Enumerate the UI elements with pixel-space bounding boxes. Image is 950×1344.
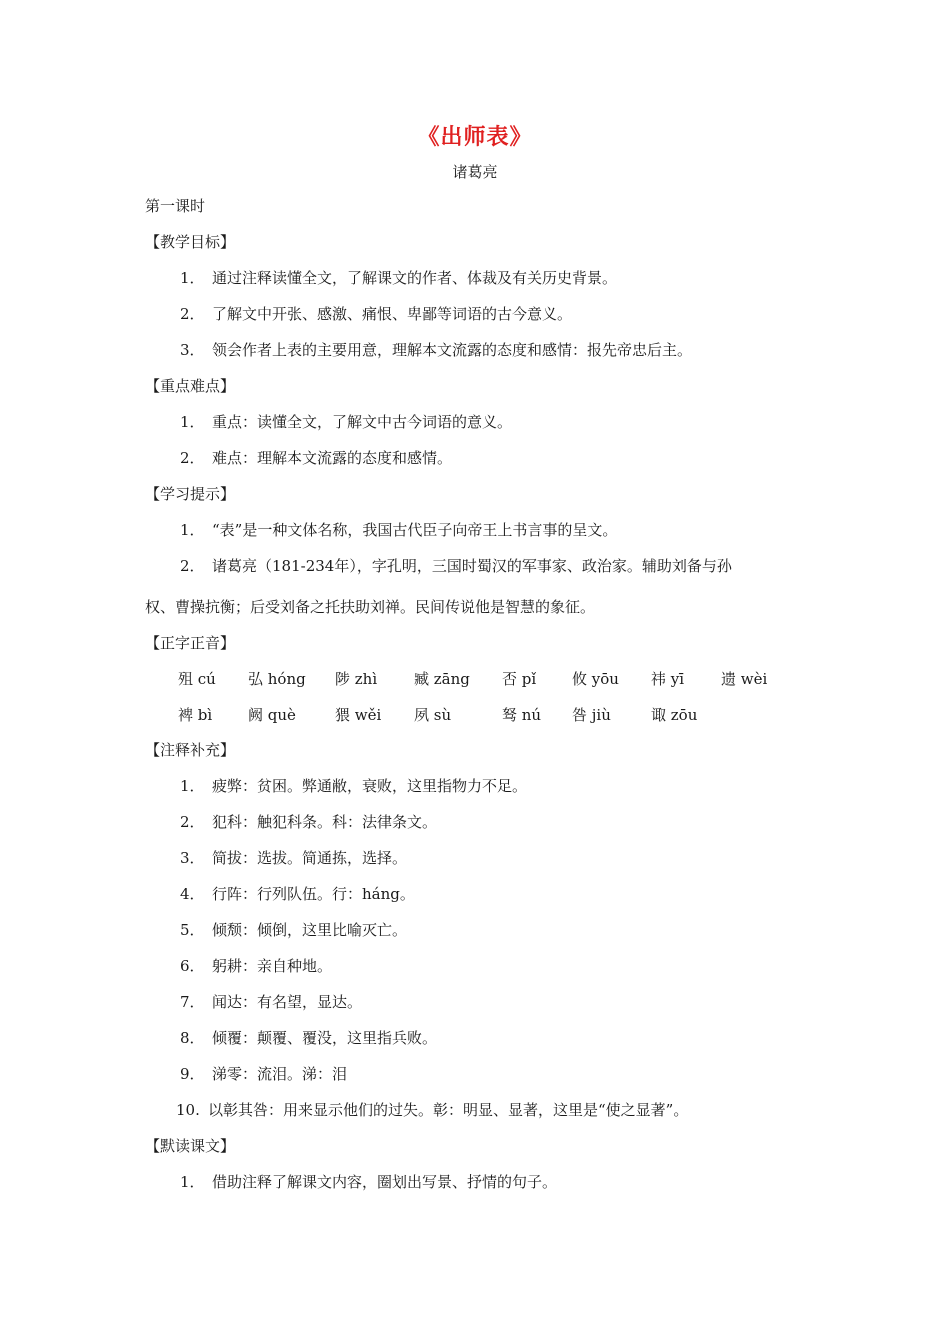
item-number: 5． bbox=[180, 921, 205, 939]
list-item bbox=[180, 556, 732, 576]
item-number: 7． bbox=[180, 993, 205, 1011]
list-item bbox=[180, 812, 437, 832]
list-item bbox=[180, 1028, 437, 1048]
item-text: 躬耕：亲自种地。 bbox=[212, 957, 333, 975]
item-text: “表”是一种文体名称，我国古代臣子向帝王上书言事的呈文。 bbox=[212, 521, 618, 539]
list-item bbox=[180, 340, 692, 360]
character-pinyin: 遗 wèi bbox=[721, 670, 768, 688]
section-heading-notes: 【注释补充】 bbox=[145, 741, 236, 759]
document-title: 《出师表》 bbox=[417, 124, 533, 150]
item-text: 了解文中开张、感激、痛恨、卑鄙等词语的古今意义。 bbox=[212, 305, 573, 323]
character-pinyin: 弘 hóng bbox=[248, 670, 306, 688]
character-pinyin: 祎 yī bbox=[651, 670, 685, 688]
list-item bbox=[180, 412, 512, 432]
item-number: 2． bbox=[180, 449, 205, 467]
item-text: 闻达：有名望，显达。 bbox=[212, 993, 363, 1011]
item-number: 2． bbox=[180, 305, 205, 323]
item-text: 涕零：流泪。涕：泪 bbox=[212, 1065, 348, 1083]
list-item bbox=[180, 1172, 557, 1192]
character-pinyin: 陟 zhì bbox=[335, 670, 378, 688]
item-text: 诸葛亮（181-234年），字孔明，三国时蜀汉的军事家、政治家。辅助刘备与孙 bbox=[212, 557, 732, 575]
item-number: 1． bbox=[180, 413, 205, 431]
list-item bbox=[180, 848, 407, 868]
item-number: 3． bbox=[180, 341, 205, 359]
list-item bbox=[176, 1100, 688, 1120]
character-pinyin: 咎 jiù bbox=[572, 706, 611, 724]
section-heading-key-points: 【重点难点】 bbox=[145, 377, 236, 395]
item-text: 通过注释读懂全文，了解课文的作者、体裁及有关历史背景。 bbox=[212, 269, 618, 287]
item-text: 重点：读懂全文，了解文中古今词语的意义。 bbox=[212, 413, 513, 431]
item-number: 1． bbox=[180, 269, 205, 287]
lesson-label: 第一课时 bbox=[145, 197, 206, 215]
item-text-continuation: 权、曹操抗衡；后受刘备之托扶助刘禅。民间传说他是智慧的象征。 bbox=[145, 598, 596, 616]
section-heading-reading: 【默读课文】 bbox=[145, 1137, 236, 1155]
item-number: 3． bbox=[180, 849, 205, 867]
character-pinyin: 臧 zāng bbox=[414, 670, 470, 688]
item-number: 10. bbox=[176, 1101, 200, 1119]
list-item bbox=[180, 520, 617, 540]
item-text: 倾颓：倾倒，这里比喻灭亡。 bbox=[212, 921, 408, 939]
author-name: 诸葛亮 bbox=[452, 163, 498, 181]
item-text: 简拔：选拔。简通拣，选择。 bbox=[212, 849, 408, 867]
character-pinyin: 裨 bì bbox=[178, 706, 213, 724]
item-number: 1． bbox=[180, 777, 205, 795]
item-text: 疲弊：贫困。弊通敝，衰败，这里指物力不足。 bbox=[212, 777, 528, 795]
item-text: 难点：理解本文流露的态度和感情。 bbox=[212, 449, 453, 467]
character-pinyin: 阙 què bbox=[248, 706, 296, 724]
item-number: 1． bbox=[180, 521, 205, 539]
list-item bbox=[180, 268, 617, 288]
list-item bbox=[180, 448, 452, 468]
character-pinyin: 猥 wěi bbox=[335, 706, 382, 724]
list-item bbox=[180, 920, 407, 940]
section-heading-tips: 【学习提示】 bbox=[145, 485, 236, 503]
character-pinyin: 殂 cú bbox=[178, 670, 216, 688]
character-pinyin: 夙 sù bbox=[414, 706, 452, 724]
item-text: 借助注释了解课文内容，圈划出写景、抒情的句子。 bbox=[212, 1173, 558, 1191]
section-heading-goals: 【教学目标】 bbox=[145, 233, 236, 251]
list-item bbox=[180, 304, 572, 324]
item-number: 1． bbox=[180, 1173, 205, 1191]
item-text: 犯科：触犯科条。科：法律条文。 bbox=[212, 813, 438, 831]
item-number: 2． bbox=[180, 557, 205, 575]
item-number: 9． bbox=[180, 1065, 205, 1083]
character-pinyin: 驽 nú bbox=[502, 706, 542, 724]
list-item bbox=[180, 884, 415, 904]
character-pinyin: 否 pǐ bbox=[502, 670, 537, 688]
item-number: 8． bbox=[180, 1029, 205, 1047]
item-text: 领会作者上表的主要用意，理解本文流露的态度和感情：报先帝忠后主。 bbox=[212, 341, 693, 359]
list-item bbox=[180, 776, 527, 796]
list-item bbox=[180, 956, 332, 976]
list-item bbox=[180, 1064, 347, 1084]
character-pinyin: 诹 zōu bbox=[651, 706, 698, 724]
item-number: 2． bbox=[180, 813, 205, 831]
item-text: 以彰其咎：用来显示他们的过失。彰：明显、显著，这里是“使之显著”。 bbox=[208, 1101, 689, 1119]
item-text: 倾覆：颠覆、覆没，这里指兵败。 bbox=[212, 1029, 438, 1047]
item-number: 4． bbox=[180, 885, 205, 903]
item-number: 6． bbox=[180, 957, 205, 975]
character-pinyin: 攸 yōu bbox=[572, 670, 619, 688]
item-text: 行阵：行列队伍。行：háng。 bbox=[212, 885, 415, 903]
list-item bbox=[180, 992, 362, 1012]
section-heading-pronunciation: 【正字正音】 bbox=[145, 634, 236, 652]
